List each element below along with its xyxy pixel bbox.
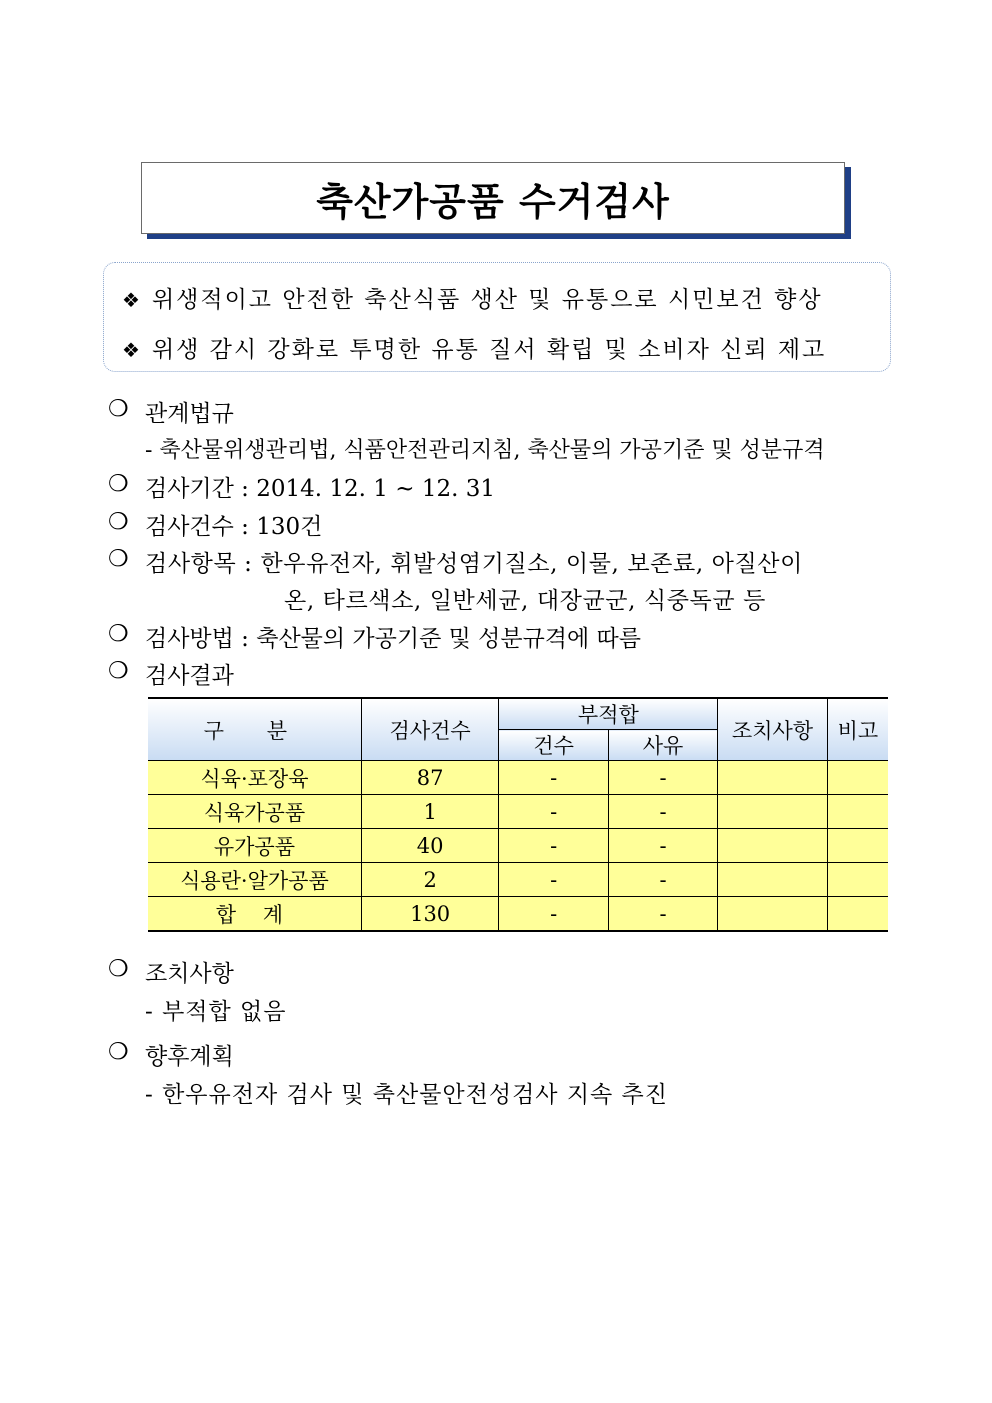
cell-action — [718, 761, 827, 795]
cell-note — [827, 761, 888, 795]
cell-action — [718, 829, 827, 863]
cell-nc-reason: - — [608, 863, 717, 897]
header-count: 검사건수 — [361, 698, 499, 761]
header-nonconform: 부적합 — [499, 698, 718, 730]
table-row — [148, 863, 888, 897]
inspection-method: 검사방법 : 축산물의 가공기준 및 성분규격에 따름 — [145, 626, 641, 652]
table-row — [148, 795, 888, 829]
cell-count: 1 — [361, 795, 499, 829]
cell-nc-count: - — [499, 863, 608, 897]
header-note: 비고 — [827, 698, 888, 761]
cell-note — [827, 829, 888, 863]
cell-action — [718, 795, 827, 829]
cell-nc-count: - — [499, 897, 608, 932]
action-title: 조치사항 — [145, 961, 234, 987]
document-title: 축산가공품 수거검사 — [316, 179, 670, 224]
header-nc-reason: 사유 — [608, 730, 717, 761]
cell-nc-count: - — [499, 761, 608, 795]
cell-action — [718, 863, 827, 897]
result-title: 검사결과 — [145, 663, 234, 689]
action-detail: - 부적합 없음 — [145, 999, 287, 1025]
circle-bullet-icon: ❍ — [108, 546, 129, 572]
circle-bullet-icon: ❍ — [108, 471, 129, 497]
cell-nc-count: - — [499, 795, 608, 829]
circle-bullet-icon: ❍ — [108, 396, 129, 422]
goal-item: ❖ 위생적이고 안전한 축산식품 생산 및 유통으로 시민보건 향상 — [122, 287, 823, 313]
title-box — [141, 162, 845, 234]
table-row — [148, 829, 888, 863]
cell-count: 130 — [361, 897, 499, 932]
circle-bullet-icon: ❍ — [108, 1039, 129, 1065]
table-row — [148, 761, 888, 795]
circle-bullet-icon: ❍ — [108, 956, 129, 982]
cell-nc-reason: - — [608, 761, 717, 795]
circle-bullet-icon: ❍ — [108, 658, 129, 684]
results-table — [148, 697, 888, 932]
inspection-items-line2: 온, 타르색소, 일반세균, 대장균군, 식중독균 등 — [284, 588, 766, 614]
law-title: 관계법규 — [145, 401, 234, 427]
law-detail: - 축산물위생관리법, 식품안전관리지침, 축산물의 가공기준 및 성분규격 — [145, 438, 825, 463]
cell-note — [827, 863, 888, 897]
cell-count: 2 — [361, 863, 499, 897]
cell-count: 87 — [361, 761, 499, 795]
header-category: 구 분 — [148, 698, 361, 761]
cell-count: 40 — [361, 829, 499, 863]
cell-category: 유가공품 — [148, 829, 361, 863]
cell-action — [718, 897, 827, 932]
diamond-bullet-icon: ❖ — [122, 288, 142, 312]
inspection-items-line1: 검사항목 : 한우유전자, 휘발성염기질소, 이물, 보존료, 아질산이 — [145, 551, 803, 577]
cell-nc-count: - — [499, 829, 608, 863]
diamond-bullet-icon: ❖ — [122, 338, 142, 362]
cell-nc-reason: - — [608, 897, 717, 932]
inspection-count: 검사건수 : 130건 — [145, 514, 323, 540]
cell-category: 식육·포장육 — [148, 761, 361, 795]
header-nc-count: 건수 — [499, 730, 608, 761]
cell-nc-reason: - — [608, 829, 717, 863]
cell-category: 합 계 — [148, 897, 361, 932]
circle-bullet-icon: ❍ — [108, 621, 129, 647]
cell-category: 식용란·알가공품 — [148, 863, 361, 897]
goal-item: ❖ 위생 감시 강화로 투명한 유통 질서 확립 및 소비자 신뢰 제고 — [122, 337, 827, 363]
header-action: 조치사항 — [718, 698, 827, 761]
circle-bullet-icon: ❍ — [108, 509, 129, 535]
inspection-period: 검사기간 : 2014. 12. 1 ~ 12. 31 — [145, 476, 495, 502]
cell-note — [827, 897, 888, 932]
plan-title: 향후계획 — [145, 1044, 234, 1070]
cell-category: 식육가공품 — [148, 795, 361, 829]
table-row-total — [148, 897, 888, 932]
plan-detail: - 한우유전자 검사 및 축산물안전성검사 지속 추진 — [145, 1082, 668, 1108]
cell-note — [827, 795, 888, 829]
cell-nc-reason: - — [608, 795, 717, 829]
